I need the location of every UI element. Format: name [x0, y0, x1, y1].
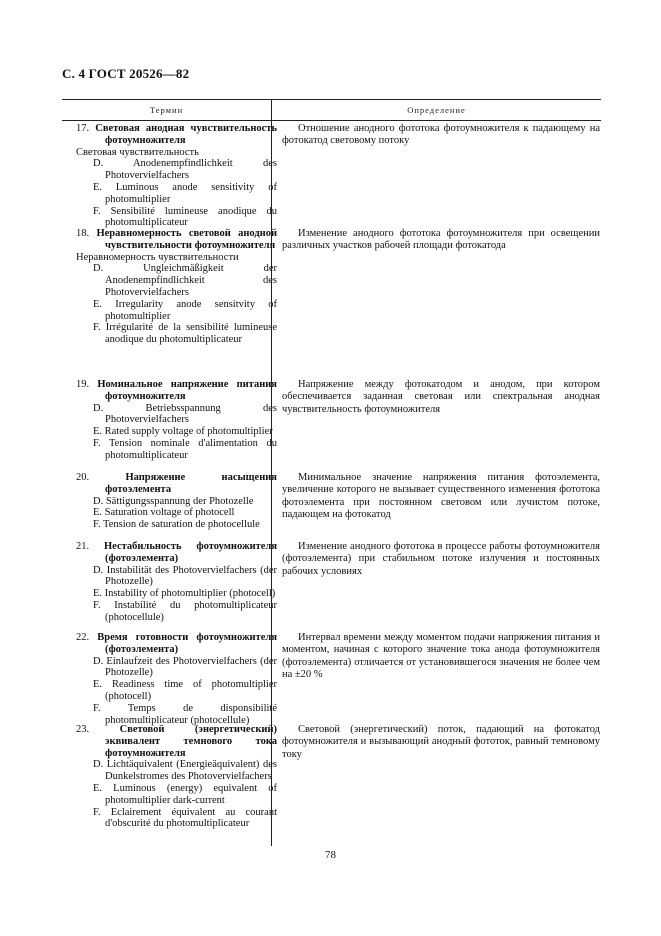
term-cell	[76, 541, 277, 624]
term-english: E. Luminous (energy) equivalent of photomultiplier dark-current	[93, 782, 277, 806]
term-cell	[76, 724, 277, 830]
term-english: E. Readiness time of photomultiplier (photocell)	[93, 679, 277, 702]
term-cell	[76, 632, 277, 726]
term-russian: Напряжение насыщения фотоэлемента	[105, 472, 277, 495]
term-number: 23.	[76, 724, 90, 735]
term-synonym: Неравномерность чувствительности	[76, 251, 239, 263]
term-cell	[76, 228, 277, 346]
term-russian: Нестабильность фотоумножителя (фотоэлемента)	[103, 541, 278, 564]
definition-cell: Минимальное значение напряжения питания фотоэлемента, увеличение которого не вызывает существенного изменения фототока фотоэлемента при постоянном световом или лучистом потоке, падающем на фотокатод	[282, 472, 600, 521]
term-number: 18.	[76, 228, 90, 239]
definition-cell: Световой (энергетический) поток, падающий на фотокатод фотоумножителя и вызывающий анодный фототок, равный темновому току	[282, 724, 600, 760]
term-german: D. Sättigungsspannung der Photozelle	[93, 495, 254, 507]
column-header-definition: Определение	[407, 105, 466, 115]
term-german: D. Instabilität des Photovervielfachers (der Photozelle)	[93, 564, 277, 588]
term-french: F. Irrégularité de la sensibilité lumineuse anodique du photomultiplicateur	[93, 322, 277, 346]
term-number: 21.	[76, 541, 90, 552]
page-number: 78	[325, 849, 336, 861]
term-number: 19.	[76, 379, 90, 390]
term-cell	[76, 472, 277, 531]
definition-cell: Интервал времени между моментом подачи напряжения питания и моментом, начиная с которого значение тока анода фотоумножителя (фотоэлемента) отличается от установившегося значения не более чем на ±20 %	[282, 632, 600, 681]
term-french: F. Tension nominale d'alimentation du photomultiplicateur	[93, 437, 277, 461]
term-english: E. Rated supply voltage of photomultiplier	[93, 426, 273, 438]
term-german: D. Lichtäquivalent (Energieäquivalent) des Dunkelstromes des Photovervielfachers	[93, 759, 277, 783]
term-french: F. Instabilité du photomultiplicateur (photocellule)	[93, 599, 277, 623]
term-english: E. Irregularity anode sensitvity of photomultiplier	[93, 298, 277, 322]
term-english: E. Saturation voltage of photocell	[93, 507, 235, 519]
definition-cell: Отношение анодного фототока фотоумножителя к падающему на фотокатод световому потоку	[282, 123, 600, 147]
term-russian: Световая анодная чувствительность фотоумножителя	[95, 123, 277, 146]
term-french: F. Tension de saturation de photocellule	[93, 519, 260, 531]
definition-cell: Изменение анодного фототока в процессе работы фотоумножителя (фотоэлемента) при стабильном потоке излучения и постоянных рабочих условиях	[282, 541, 600, 577]
table-header-rule	[62, 120, 601, 121]
term-number: 20.	[76, 472, 90, 483]
term-synonym: Световая чувствительность	[76, 146, 199, 158]
column-header-term: Термин	[149, 105, 184, 115]
term-number: 22.	[76, 632, 90, 643]
term-french: F. Eclairement équivalent au courant d'obscurité du photomultiplicateur	[93, 806, 277, 830]
definition-cell: Изменение анодного фототока фотоумножителя при освещении различных участков рабочей площади фотокатода	[282, 228, 600, 252]
term-french: F. Sensibilité lumineuse anodique du photomultiplicateur	[93, 205, 277, 229]
term-cell	[76, 379, 277, 462]
term-number: 17.	[76, 123, 90, 134]
term-russian: Световой (энергетический) эквивалент темнового тока фотоумножителя	[105, 724, 278, 759]
page-header: С. 4 ГОСТ 20526—82	[62, 66, 190, 81]
term-russian: Время готовности фотоумножителя (фотоэлемента)	[97, 632, 277, 655]
definition-cell: Напряжение между фотокатодом и анодом, при котором обеспечивается заданная световая или спектральная анодная чувствительность фотоумножителя	[282, 379, 600, 415]
term-russian: Неравномерность световой анодной чувствительности фотоумножителя	[96, 228, 277, 251]
term-german: D. Ungleichmäßigkeit der Anodenempfindlichkeit des Photovervielfachers	[93, 263, 277, 298]
term-english: E. Instability of photomultiplier (photocell)	[93, 588, 276, 600]
term-german: D. Anodenempfindlichkeit des Photovervielfachers	[93, 158, 277, 182]
term-russian: Номинальное напряжение питания фотоумножителя	[97, 379, 277, 402]
term-english: E. Luminous anode sensitivity of photomultiplier	[93, 181, 277, 205]
term-french: F. Temps de disponsibilité photomultiplicateur (photocellule)	[93, 702, 277, 726]
term-german: D. Einlaufzeit des Photovervielfachers (der Photozelle)	[93, 655, 277, 679]
term-cell	[76, 123, 277, 229]
term-german: D. Betriebsspannung des Photovervielfachers	[93, 402, 277, 426]
